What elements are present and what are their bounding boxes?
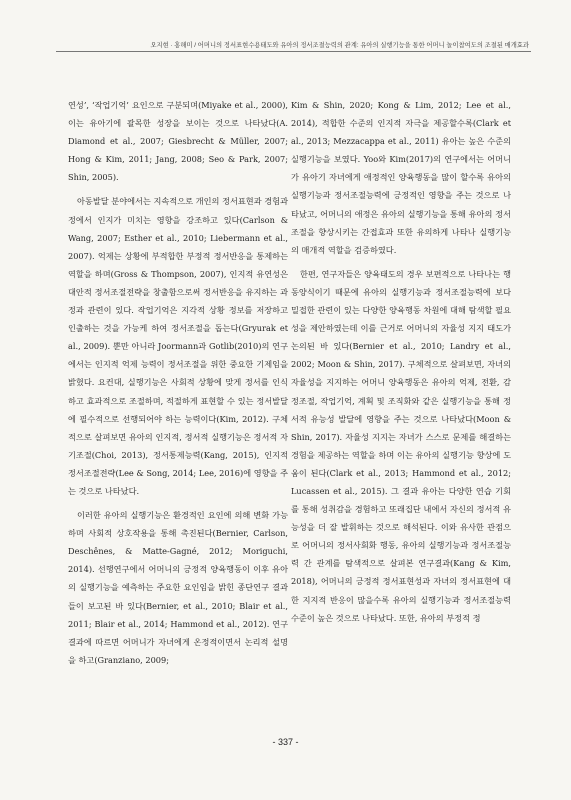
right-paragraph-1: Kim & Shin, 2020; Kong & Lim, 2012; Lee et al., 2014), 적합한 수준의 인지적 자극을 제공할수록(Clark et al., 2013; Mezzacappa et al., 2011) 유아는 높은 수준의 실행기능을 보였다. Yoo와 Kim(2017)의 연구에서는 어머니가 유아기 자녀에게 애정적인 양육행동을 많이 할수록 유아의 실행기능과 정서조절능력에 긍정적인 영향을 주는 것으로 나타났고, 어머니의 애정은 유아의 실행기능을 통해 유아의 정서조절을 향상시키는 간접효과 또한 유의하게 나타나 실행기능의 매개적 역할을 검증하였다. [291,100,511,255]
page-number: - 337 - [272,737,299,747]
left-column [68,96,288,675]
header-rule [56,51,531,52]
left-paragraph-2: 아동발달 분야에서는 지속적으로 개인의 정서표현과 경험과정에서 인지가 미치는 영향을 강조하고 있다(Carlson & Wang, 2007; Esther et al., 2010; Liebermann et al., 2007). 억제는 상황에 부적합한 부정적 정서반응을 통제하는 역할을 하며(Gross & Thompson, 2007), 인지적 유연성은 대안적 정서조절전략을 창출함으로써 정서반응을 유지하는 과정과 관련이 있다. 작업기억은 지각적 상황 정보를 저장하고 인출하는 것을 가능케 하여 정서조절을 돕는다(Gryurak et al., 2009). 뿐만 아니라 Joormann과 Gotlib(2010)의 연구에서는 인지적 억제 능력이 정서조절을 위한 중요한 기제임을 밝혔다. 요컨대, 실행기능은 사회적 상황에 맞게 정서를 인식하고 효과적으로 조절하며, 적절하게 표현할 수 있는 정서발달에 필수적으로 선행되어야 하는 능력이다(Kim, 2012). 구체적으로 살펴보면 유아의 인지적, 정서적 실행기능은 정서적 자기조절(Choi, 2013), 정서통제능력(Kang, 2015), 인지적 정서조절전략(Lee & Song, 2014; Lee, 2016)에 영향을 주는 것으로 나타났다. [68,196,288,496]
right-paragraph-2: 한편, 연구자들은 양육태도의 경우 보편적으로 나타나는 행동양식이기 때문에 유아의 실행기능과 정서조절능력에 보다 밀접한 관련이 있는 다양한 양육행동 차원에 대해 탐색할 필요성을 제안하였는데 이를 근거로 어머니의 자율성 지지 태도가 논의된 바 있다(Bernier et al., 2010; Landry et al., 2002; Moon & Shin, 2017). 구체적으로 살펴보면, 자녀의 자율성을 지지하는 어머니 양육행동은 유아의 억제, 전환, 감정조절, 작업기억, 계획 및 조직화와 같은 실행기능을 통해 정서적 유능성 발달에 영향을 주는 것으로 나타났다(Moon & Shin, 2017). 자율성 지지는 자녀가 스스로 문제를 해결하는 경험을 제공하는 역할을 하며 이는 유아의 실행기능 향상에 도움이 된다(Clark et al., 2013; Hammond et al., 2012; Lucassen et al., 2015). 그 결과 유아는 다양한 연습 기회를 통해 성취감을 경험하고 또래집단 내에서 자신의 정서적 유능성을 더 잘 발휘하는 것으로 해석된다. 이와 유사한 관점으로 어머니의 정서사회화 행동, 유아의 실행기능과 정서조절능력 간 관계를 탐색적으로 살펴본 연구결과(Kang & Kim, 2018), 어머니의 긍정적 정서표현성과 자녀의 정서표현에 대한 지지적 반응이 많을수록 유아의 실행기능과 정서조절능력 수준이 높은 것으로 나타났다. 또한, 유아의 부정적 정 [291,268,511,623]
left-paragraph-3: 이러한 유아의 실행기능은 환경적인 요인에 의해 변화 가능하며 사회적 상호작용을 통해 촉진된다(Bernier, Carlson, Deschênes, & Matte-Gagné, 2012; Moriguchi, 2014). 선행연구에서 어머니의 긍정적 양육행동이 이후 유아의 실행기능을 예측하는 주요한 요인임을 밝힌 종단연구 결과들이 보고된 바 있다(Bernier, et al., 2010; Blair et al., 2011; Blair et al., 2014; Hammond et al., 2012). 연구결과에 따르면 어머니가 자녀에게 온정적이면서 논리적 설명을 하고(Granziano, 2009; [68,510,288,665]
running-header: 오지현 · 홍해미 / 어머니의 정서표현수용태도와 유아의 정서조절능력의 관계: 유아의 실행기능을 통한 어머니 놀이참여도의 조절된 매개효과 [150,42,529,49]
left-paragraph-1: 연성’, ‘작업기억’ 요인으로 구분되며(Miyake et al., 2000), 이는 유아기에 괄목한 성장을 보이는 것으로 나타났다(A. Diamond et al., 2007; Giesbrecht & Müller, 2007; Hong & Kim, 2011; Jang, 2008; Seo & Park, 2007; Shin, 2005). [68,100,288,183]
right-column [291,96,511,633]
